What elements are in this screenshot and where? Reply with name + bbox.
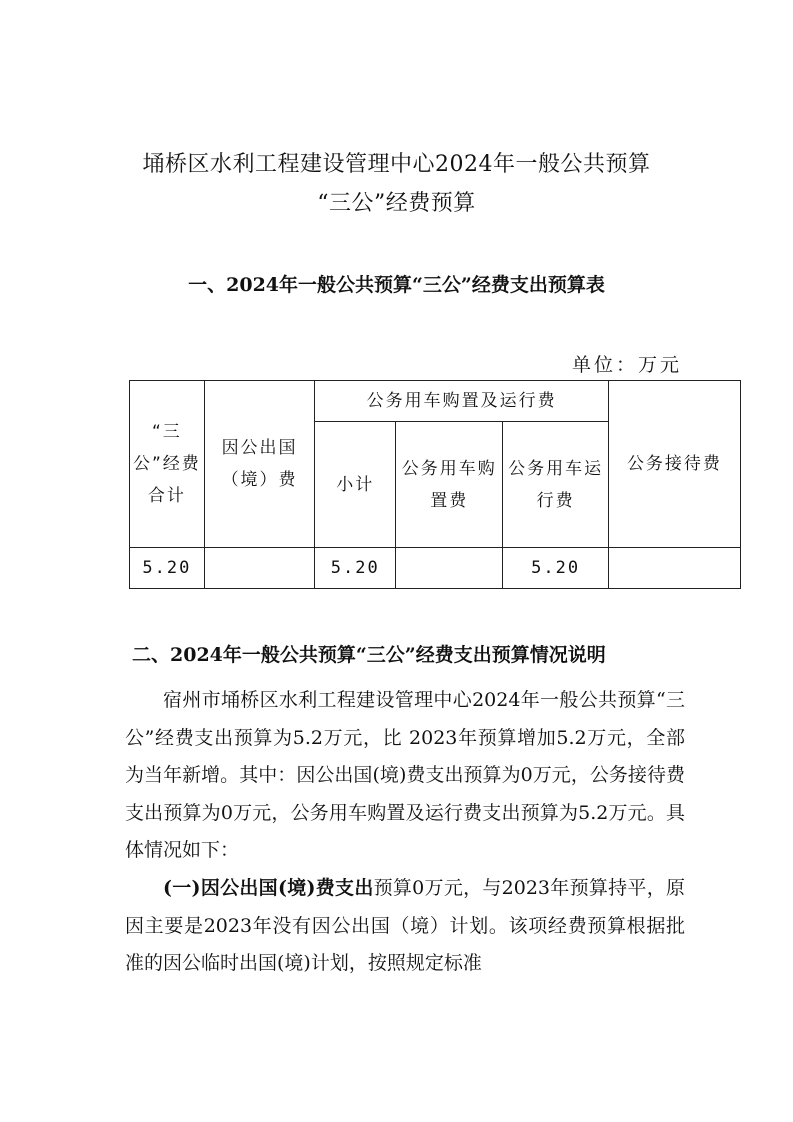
- header-abroad: 因公出国（境）费: [204, 381, 315, 548]
- table-header-row: [130, 381, 741, 422]
- header-total: “三公”经费合计: [130, 381, 205, 548]
- header-vehicle-purchase: 公务用车购置费: [396, 422, 503, 548]
- budget-table: [129, 380, 741, 589]
- cell-reception: [608, 548, 740, 589]
- header-subtotal: 小计: [315, 422, 396, 548]
- paragraph-abroad-expense: [125, 870, 685, 983]
- cell-total: 5.20: [130, 548, 205, 589]
- cell-abroad: [204, 548, 315, 589]
- document-title-line-1: 埇桥区水利工程建设管理中心2024年一般公共预算: [142, 152, 651, 177]
- header-reception: 公务接待费: [608, 381, 740, 548]
- document-title-line-2: “三公”经费预算: [317, 191, 476, 216]
- paragraph-abroad-heading: (一)因公出国(境)费支出: [163, 877, 374, 899]
- unit-label: 单位：万元: [572, 354, 683, 376]
- cell-vehicle-operation: 5.20: [503, 548, 609, 589]
- paragraph-abroad-text: 预算0万元，与2023年预算持平，原因主要是2023年没有因公出国（境）计划。该项经费预算根据批准的因公临时出国(境)计划，按照规定标准: [125, 877, 685, 974]
- cell-subtotal: 5.20: [315, 548, 396, 589]
- cell-vehicle-purchase: [396, 548, 503, 589]
- header-vehicle-operation: 公务用车运行费: [503, 422, 609, 548]
- section-2-heading: 二、2024年一般公共预算“三公”经费支出预算情况说明: [132, 644, 606, 666]
- header-vehicle-group: 公务用车购置及运行费: [315, 381, 609, 422]
- section-1-heading: 一、2024年一般公共预算“三公”经费支出预算表: [188, 274, 605, 296]
- table-row: [130, 548, 741, 589]
- paragraph-budget-summary: 宿州市埇桥区水利工程建设管理中心2024年一般公共预算“三公”经费支出预算为5.2万元，比 2023年预算增加5.2万元，全部为当年新增。其中：因公出国(境)费支出预算为0万元，公务接待费支出预算为0万元，公务用车购置及运行费支出预算为5.2万元。具体情况如下：: [125, 689, 685, 861]
